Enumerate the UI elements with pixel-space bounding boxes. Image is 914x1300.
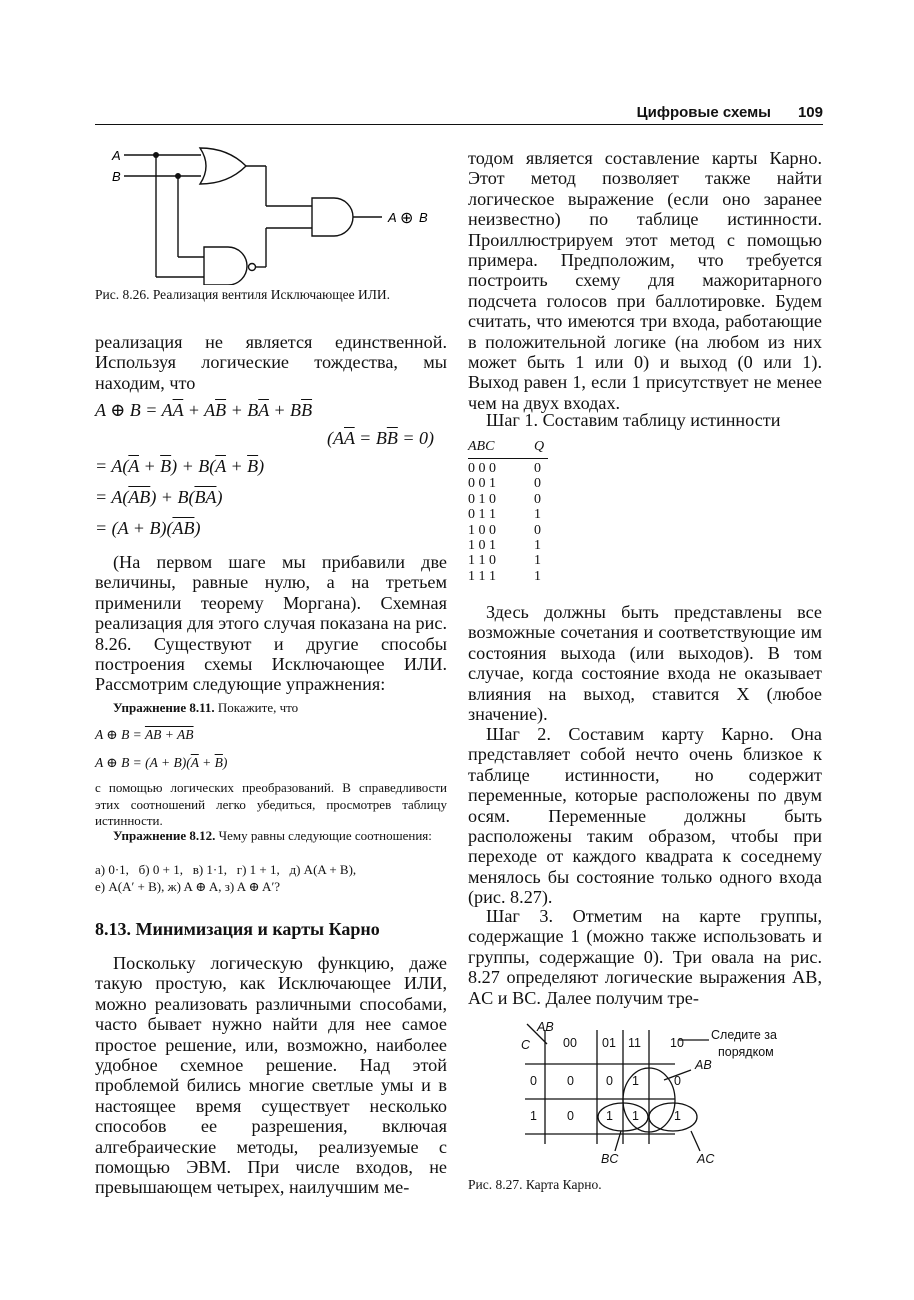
truth-table-inputs: 0 0 1 (468, 476, 496, 492)
section-title: 8.13. Минимизация и карты Карно (95, 919, 380, 939)
running-title: Цифровые схемы (636, 104, 771, 121)
truth-table-output: 1 (534, 568, 541, 584)
truth-table-inputs: 0 0 0 (468, 461, 496, 476)
exercise-8-11-eq1: A ⊕ B = AB + AB (95, 727, 194, 742)
kmap-col-header: 00 (563, 1036, 577, 1050)
exercise-8-12-items-1: а) 0·1, б) 0 + 1, в) 1·1, г) 1 + 1, д) A(A + B), (95, 862, 357, 877)
truth-table-output: 1 (534, 507, 541, 523)
kmap-cell: 1 (674, 1109, 681, 1123)
truth-table-header-abc: ABC (468, 439, 495, 454)
truth-table-output: 0 (534, 491, 541, 507)
kmap-row-header: 1 (530, 1109, 537, 1123)
truth-table-output: 1 (534, 553, 541, 569)
truth-table-output: 0 (534, 476, 541, 492)
right-paragraph-1: тодом является составление карты Карно. Этот метод позволяет также найти логическое выражение (если оно заранее неизвестно) по таблице истинности. Проиллюстрируем этот метод с помощью примера. Предположим, что требуется построить схему для мажоритарного подсчета голосов при баллотировке. Будем считать, что имеются три входа, работающие в положительной логике (на любом из них может быть 1 или 0) и выход (0 или 1). Выход равен 1, если 1 присутствует не менее чем на двух входах. (468, 148, 822, 413)
page-number: 109 (797, 104, 823, 121)
truth-table-row (468, 569, 548, 584)
equation-line-1: A ⊕ $B = A\overline{A} + A\overline{B} + B\overline{A} + B\overline{B}$ (95, 400, 313, 420)
kmap-corner-c: C (521, 1038, 531, 1052)
equation-line-2: $(A\overline{A} = B\overline{B} = 0)$ (327, 428, 434, 448)
input-b-label: B (112, 169, 121, 184)
left-paragraph-2: (На первом шаге мы прибавили две величины, равные нулю, а на третьем применили теорему Моргана). Схемная реализация для этого случая показана на рис. 8.26. Существуют и другие способы построения схемы Исключающее ИЛИ. Рассмотрим следующие упражнения: (95, 552, 447, 695)
kmap-label-bc: BC (601, 1152, 619, 1166)
output-b-label: B (419, 210, 428, 225)
left-paragraph-3: Поскольку логическую функцию, даже такую простую, как Исключающее ИЛИ, можно реализовать различными способами, часто бывает нужно найти для нее самое простое решение, или, возможно, наиболее удобное схемное решение. Над этой проблемой бились многие светлые умы и в настоящее время существует несколько способов ее разрешения, включая алгебраические методы, реализуемые с помощью ЭВМ. При числе входов, не превышающем четырех, наилучшим ме- (95, 953, 447, 1198)
truth-table-row (468, 507, 548, 522)
kmap-col-header: 11 (628, 1036, 641, 1050)
truth-table-output: 1 (534, 537, 541, 553)
truth-table-header-q: Q (534, 439, 545, 454)
truth-table (468, 438, 548, 584)
equation-line-3: = $A(\overline{A} + \overline{B}) + B(\overline{A} + \overline{B})$ (95, 456, 265, 476)
input-a-label: A (112, 148, 121, 163)
figure-caption-827: Рис. 8.27. Карта Карно. (468, 1177, 602, 1192)
truth-table-output: 0 (534, 522, 541, 538)
exercise-8-11-heading: Упражнение 8.11. Покажите, что (113, 700, 299, 715)
exercise-8-11-eq2: A ⊕ $B = (A + B)(\overline{A} + \overline{B})$ (95, 755, 228, 770)
kmap-cell: 0 (674, 1074, 681, 1088)
kmap-corner-ab: AB (537, 1020, 554, 1034)
kmap-cell: 1 (632, 1109, 639, 1123)
page-header (95, 100, 823, 125)
karnaugh-map-labels (505, 1018, 805, 1173)
kmap-cell: 0 (606, 1074, 613, 1088)
kmap-cell: 0 (567, 1074, 574, 1088)
xor-circuit-figure (108, 140, 448, 285)
kmap-cell: 1 (606, 1109, 613, 1123)
kmap-label-ab: AB (695, 1058, 712, 1072)
truth-table-row (468, 523, 548, 538)
truth-table-row (468, 492, 548, 507)
output-a-label: A (388, 210, 397, 225)
figure-caption-826: Рис. 8.26. Реализация вентиля Исключающее ИЛИ. (95, 287, 390, 302)
exercise-8-12-items-2: е) A(A′ + B), ж) A ⊕ A, з) A ⊕ A′? (95, 879, 281, 894)
exercise-8-11-note: с помощью логических преобразований. В справедливости этих соотношений легко убедиться, просмотрев таблицу истинности. (95, 780, 447, 828)
truth-table-inputs: 1 1 0 (468, 553, 496, 569)
step-1: Шаг 1. Составим таблицу истинности (486, 410, 781, 430)
truth-table-inputs: 0 1 1 (468, 507, 496, 523)
kmap-cell: 1 (632, 1074, 639, 1088)
truth-table-row (468, 476, 548, 491)
kmap-note-line-1: Следите за (711, 1028, 777, 1042)
kmap-col-header: 01 (602, 1036, 616, 1050)
truth-table-row (468, 538, 548, 553)
truth-table-output: 0 (534, 461, 541, 476)
truth-table-inputs: 0 1 0 (468, 491, 496, 507)
equation-line-5: = $(A + B)(\overline{AB})$ (95, 518, 201, 538)
truth-table-inputs: 1 0 1 (468, 537, 496, 553)
right-paragraph-2: Здесь должны быть представлены все возможные сочетания и соответствующие им состояния выхода (или выходов). В том случае, когда состояние входа не оказывает влияния на выход, ставится X (любое значение). (468, 602, 822, 725)
xor-symbol: ⊕ (400, 208, 414, 227)
exercise-8-12-heading: Упражнение 8.12. Чему равны следующие соотношения: (113, 828, 432, 843)
left-paragraph-1: реализация не является единственной. Используя логические тождества, мы находим, что (95, 332, 447, 393)
kmap-label-ac: AC (697, 1152, 715, 1166)
step-3: Шаг 3. Отметим на карте группы, содержащие 1 (можно также использовать и группы, содержащие 0). Три овала на рис. 8.27 определяют логические выражения AB, AC и BC. Далее получим тре- (468, 906, 822, 1008)
truth-table-row (468, 461, 548, 476)
equation-line-4: = $A(\overline{AB}) + B(\overline{BA})$ (95, 487, 223, 507)
kmap-cell: 0 (567, 1109, 574, 1123)
truth-table-row (468, 553, 548, 568)
kmap-col-header: 10 (670, 1036, 684, 1050)
truth-table-inputs: 1 0 0 (468, 522, 496, 538)
kmap-note-line-2: порядком (718, 1045, 774, 1059)
kmap-row-header: 0 (530, 1074, 537, 1088)
step-2: Шаг 2. Составим карту Карно. Она представляет собой нечто очень близкое к таблице истинности, но содержит переменные, которые расположены по двум осям. Переменные должны быть расположены таким образом, чтобы при переходе от каждого квадрата к соседнему менялось бы состояние только одного входа (рис. 8.27). (468, 724, 822, 908)
truth-table-inputs: 1 1 1 (468, 568, 496, 584)
